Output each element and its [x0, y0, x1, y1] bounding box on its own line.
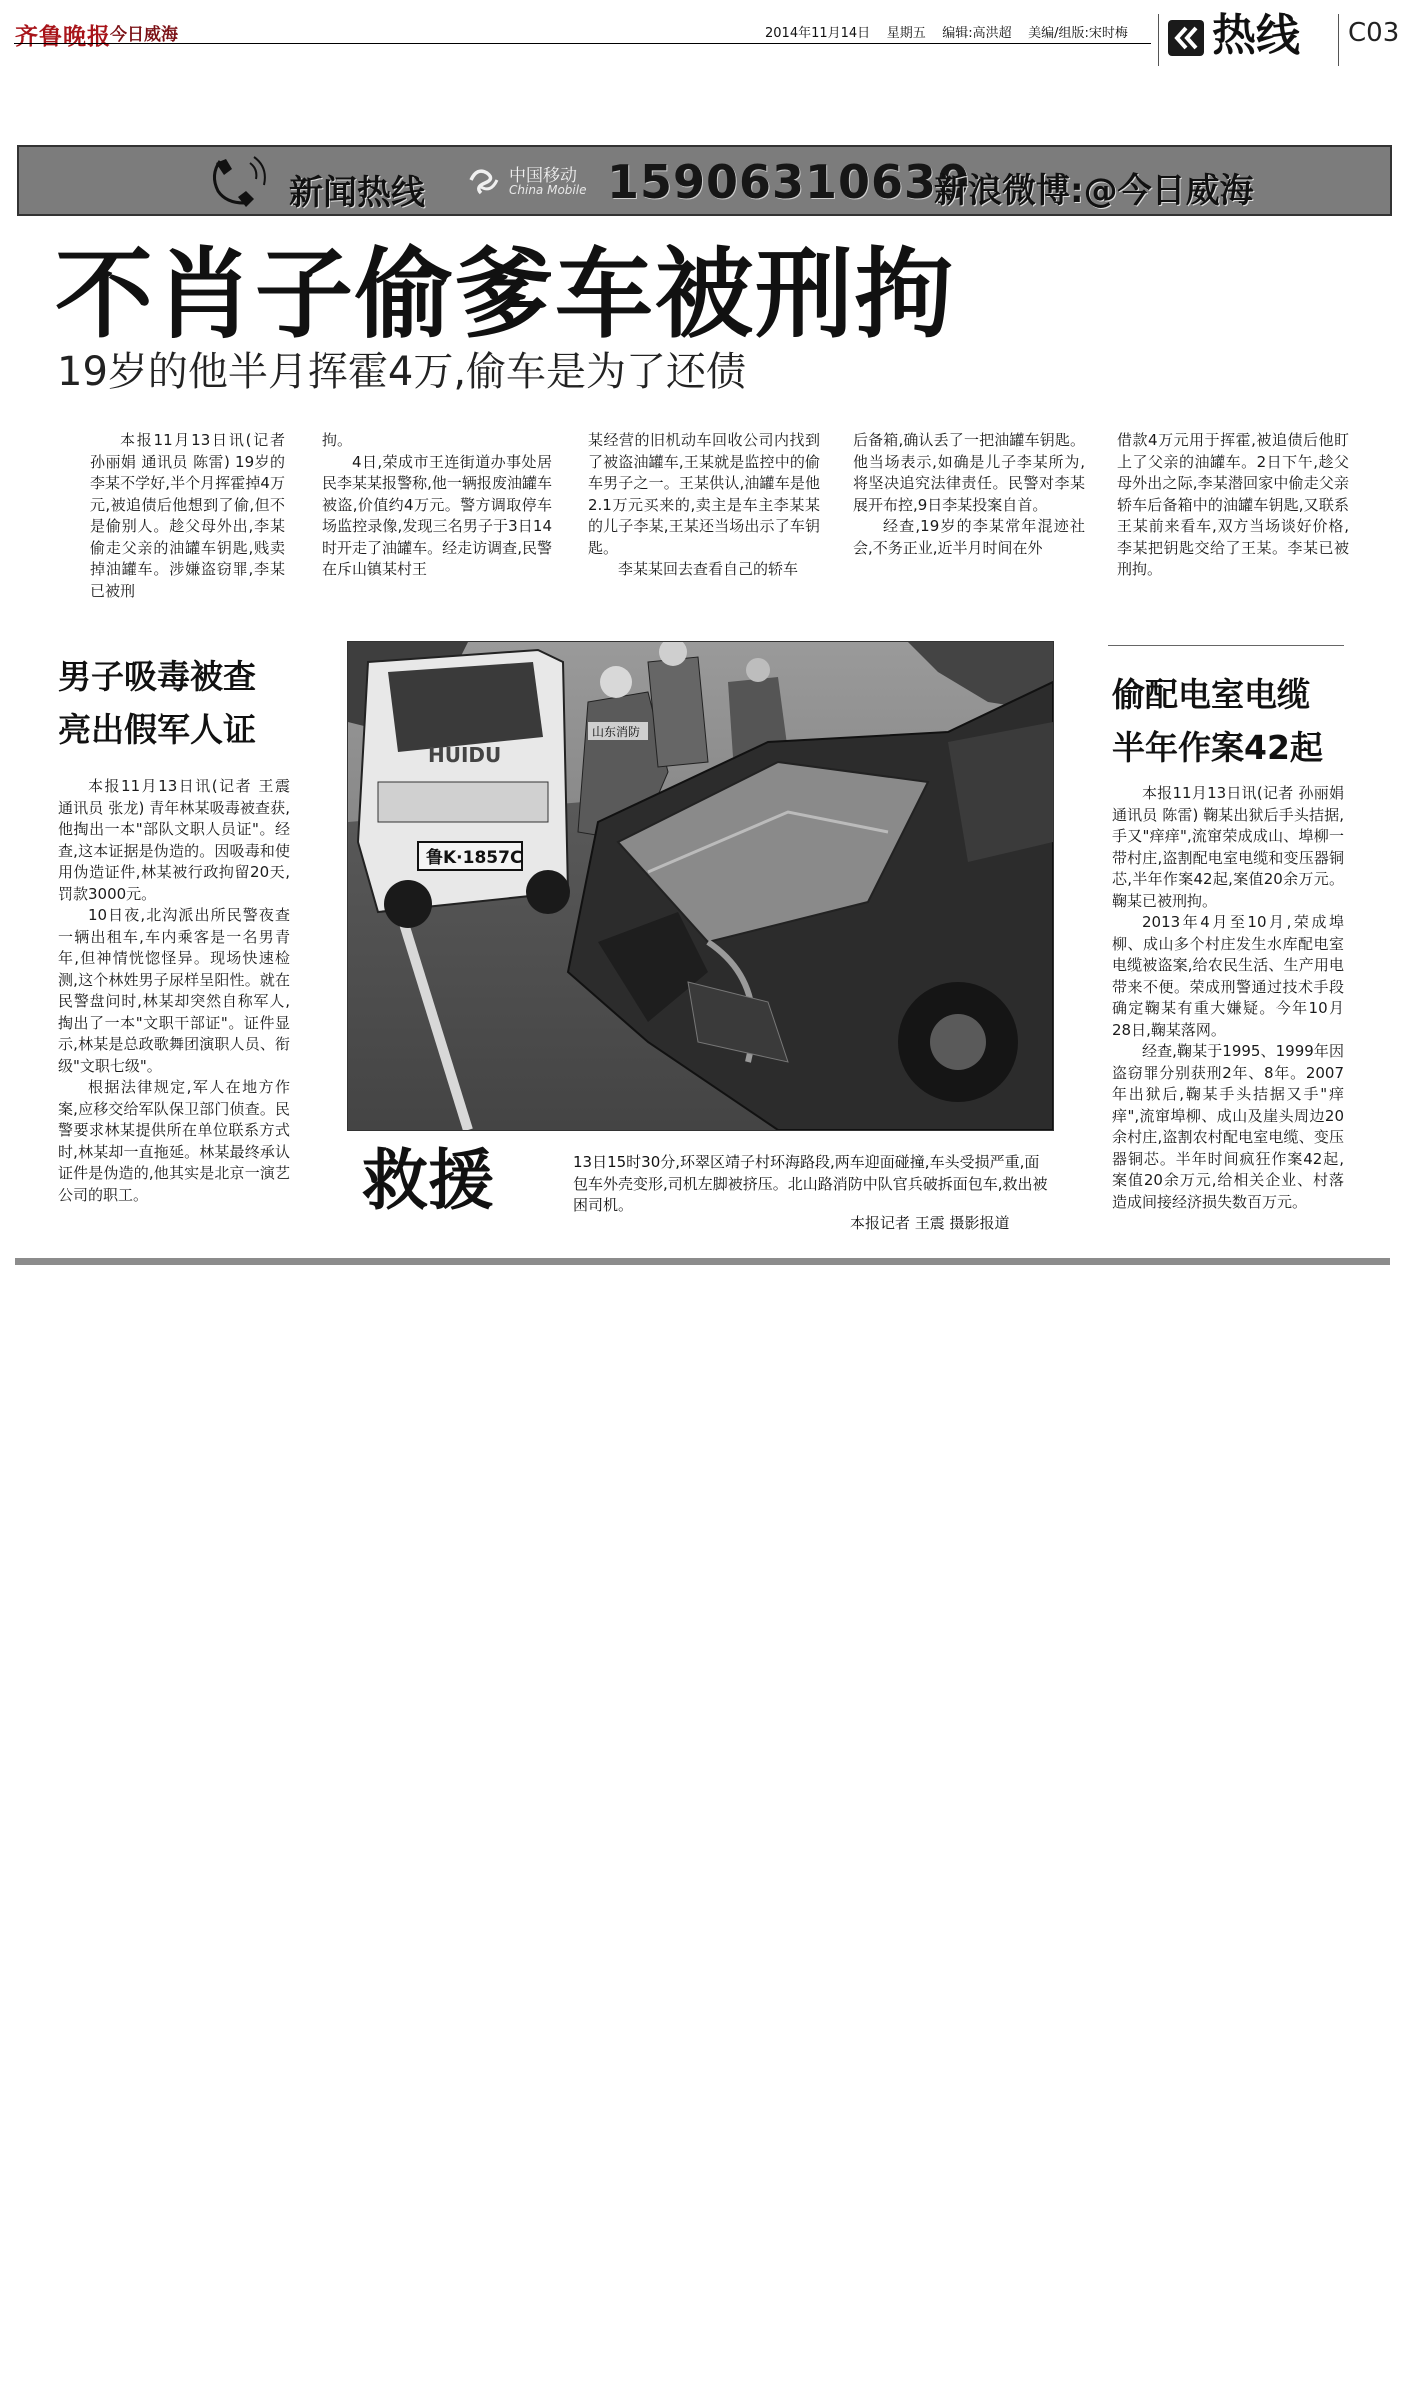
uniform-text: 山东消防: [592, 725, 641, 739]
header-divider-2: [1338, 14, 1339, 66]
issue-date: 2014年11月14日: [765, 26, 871, 41]
left-story-body: [58, 776, 290, 1206]
main-paragraph: 拘。: [322, 431, 353, 449]
header-rule: [14, 43, 1151, 44]
crash-scene-illustration: [348, 642, 1053, 1130]
hotline-number[interactable]: 15906310630: [607, 155, 971, 209]
designer-credit: 美编/组版:宋时梅: [1028, 26, 1128, 41]
bottom-rule: [15, 1258, 1390, 1265]
left-headline-line: 亮出假军人证: [58, 710, 256, 749]
main-paragraph: 李某某回去查看自己的轿车: [618, 560, 799, 578]
photo-caption: 13日15时30分,环翠区靖子村环海路段,两车迎面碰撞,车头受损严重,面包车外壳变形,司机左脚被挤压。北山路消防中队官兵破拆面包车,救出被困司机。: [573, 1153, 1048, 1214]
edition-name: 今日威海: [110, 25, 178, 45]
section-title: 热线: [1212, 10, 1300, 61]
dateline: [765, 22, 1128, 41]
weibo-handle[interactable]: 新浪微博:@今日威海: [934, 171, 1254, 211]
carrier-name-en: China Mobile: [509, 183, 587, 197]
masthead-logo: 齐鲁晚报: [15, 23, 111, 50]
photo-credit: 本报记者 王震 摄影报道: [850, 1214, 1010, 1232]
carrier-name: 中国移动: [509, 166, 577, 186]
right-paragraph: 本报11月13日讯(记者 孙丽娟 通讯员 陈雷) 鞠某出狱后手头拮据,手又"痒痒",流窜荣成成山、埠柳一带村庄,盗割配电室电缆和变压器铜芯,半年作案42起,案值20余万元。鞠某已被刑拘。: [1112, 784, 1344, 910]
main-column-3: [588, 430, 820, 581]
main-column-5: [1117, 430, 1349, 581]
left-paragraph: 本报11月13日讯(记者 王震 通讯员 张龙) 青年林某吸毒被查获,他掏出一本"部队文职人员证"。经查,这本证据是伪造的。因吸毒和使用伪造证件,林某被行政拘留20天,罚款3000元。: [58, 777, 290, 903]
license-plate-text: 鲁K·1857C: [426, 848, 523, 868]
right-paragraph: 经查,鞠某于1995、1999年因盗窃罪分别获刑2年、8年。2007年出狱后,鞠某手头拮据又手"痒痒",流窜埠柳、成山及崖头周边20余村庄,盗割农村配电室电缆、变压器铜芯。半年时间疯狂作案42起,案值20余万元,给相关企业、村落造成间接经济损失数百万元。: [1112, 1042, 1344, 1211]
hotline-banner: [17, 145, 1392, 216]
accident-photo: [347, 641, 1054, 1131]
van-brand-text: HUIDU: [428, 743, 502, 767]
banner-title: 新闻热线: [289, 173, 425, 213]
main-column-2: [322, 430, 552, 581]
right-story-rule: [1108, 645, 1344, 646]
main-paragraph: 本报11月13日讯(记者 孙丽娟 通讯员 陈雷) 19岁的李某不学好,半个月挥霍掉4万元,被追债后他想到了偷,但不是偷别人。趁父母外出,李某偷走父亲的油罐车钥匙,贱卖掉油罐车。涉嫌盗窃罪,李某已被刑: [90, 431, 285, 600]
left-story-headline: [58, 650, 256, 756]
right-paragraph: 2013年4月至10月,荣成埠柳、成山多个村庄发生水库配电室电缆被盗案,给农民生活、生产用电带来不便。荣成刑警通过技术手段确定鞠某有重大嫌疑。今年10月28日,鞠某落网。: [1112, 913, 1344, 1039]
right-story-headline: [1112, 668, 1323, 774]
issue-weekday: 星期五: [886, 26, 926, 41]
editor-credit: 编辑:高洪超: [942, 26, 1012, 41]
main-paragraph: 经查,19岁的李某常年混迹社会,不务正业,近半月时间在外: [853, 517, 1085, 557]
chevron-left-icon: [1168, 20, 1204, 56]
phone-icon: [204, 153, 274, 209]
photo-heading: 救援: [362, 1142, 494, 1219]
main-paragraph: 某经营的旧机动车回收公司内找到了被盗油罐车,王某就是监控中的偷车男子之一。王某供认,油罐车是他2.1万元买来的,卖主是车主李某某的儿子李某,王某还当场出示了车钥匙。: [588, 431, 820, 557]
main-headline: 不肖子偷爹车被刑拘: [55, 238, 956, 352]
header-divider: [1158, 14, 1159, 66]
left-paragraph: 根据法律规定,军人在地方作案,应移交给军队保卫部门侦查。民警要求林某提供所在单位联系方式时,林某却一直拖延。林某最终承认证件是伪造的,他其实是北京一演艺公司的职工。: [58, 1078, 290, 1204]
left-paragraph: 10日夜,北沟派出所民警夜查一辆出租车,车内乘客是一名男青年,但神情恍惚怪异。现场快速检测,这个林姓男子尿样呈阳性。就在民警盘问时,林某却突然自称军人,掏出了一本"文职干部证"。证件显示,林某是总政歌舞团演职人员、衔级"文职七级"。: [58, 906, 290, 1075]
main-paragraph: 4日,荣成市王连街道办事处居民李某某报警称,他一辆报废油罐车被盗,价值约4万元。警方调取停车场监控录像,发现三名男子于3日14时开走了油罐车。经走访调查,民警在斥山镇某村王: [322, 452, 552, 578]
main-subhead: 19岁的他半月挥霍4万,偷车是为了还债: [57, 349, 747, 395]
left-headline-line: 男子吸毒被查: [58, 657, 256, 696]
right-headline-line: 偷配电室电缆: [1112, 675, 1310, 714]
main-column-4: [853, 430, 1085, 559]
main-column-1: [90, 430, 285, 602]
page-number: C03: [1348, 18, 1400, 48]
right-story-body: [1112, 783, 1344, 1213]
china-mobile-logo-icon: [467, 163, 501, 197]
right-headline-line: 半年作案42起: [1112, 728, 1323, 767]
main-paragraph: 借款4万元用于挥霍,被追债后他盯上了父亲的油罐车。2日下午,趁父母外出之际,李某潜回家中偷走父亲轿车后备箱中的油罐车钥匙,又联系王某前来看车,双方当场谈好价格,李某把钥匙交给了王某。李某已被刑拘。: [1117, 431, 1349, 578]
main-paragraph: 后备箱,确认丢了一把油罐车钥匙。他当场表示,如确是儿子李某所为,将坚决追究法律责任。民警对李某展开布控,9日李某投案自首。: [853, 431, 1085, 514]
